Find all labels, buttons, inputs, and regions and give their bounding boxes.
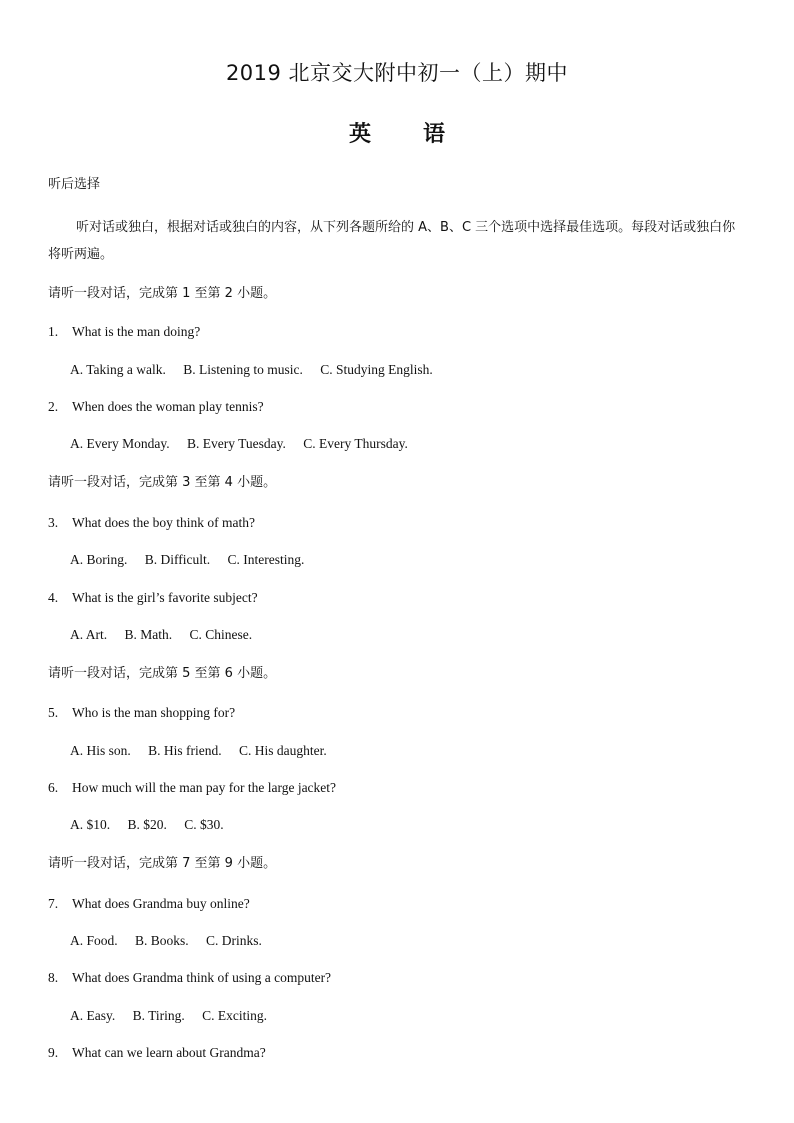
answer-options <box>70 436 408 452</box>
question-text: Who is the man shopping for? <box>72 705 236 720</box>
option-b: B. Difficult. <box>144 552 211 567</box>
group-prompt: 请听一段对话，完成第 7 至第 9 小题。 <box>48 856 277 871</box>
option-b: B. His friend. <box>148 743 222 758</box>
option-b: B. Listening to music. <box>183 362 303 377</box>
option-a: A. Taking a walk. <box>70 362 166 377</box>
question-text: What does Grandma buy online? <box>72 896 250 911</box>
question-text: What can we learn about Grandma? <box>72 1045 266 1060</box>
question-number: 3. <box>48 515 59 530</box>
answer-options <box>70 362 433 378</box>
group-prompt: 请听一段对话，完成第 5 至第 6 小题。 <box>48 666 277 681</box>
question-stem <box>48 896 250 912</box>
question-number: 6. <box>48 780 59 795</box>
option-a: A. Every Monday. <box>70 436 170 451</box>
option-b: B. Tiring. <box>132 1008 185 1023</box>
option-b: B. Books. <box>135 933 189 948</box>
question-text: What is the girl’s favorite subject? <box>72 590 258 605</box>
question-stem <box>48 780 336 796</box>
question-number: 4. <box>48 590 59 605</box>
answer-options <box>70 817 224 833</box>
answer-options <box>70 743 327 759</box>
answer-options <box>70 933 262 949</box>
group-prompt: 请听一段对话，完成第 1 至第 2 小题。 <box>48 286 277 301</box>
exam-title: 2019 北京交大附中初一（上）期中 <box>225 61 569 85</box>
question-number: 7. <box>48 896 59 911</box>
option-b: B. $20. <box>127 817 167 832</box>
option-c: C. $30. <box>184 817 224 832</box>
subject-title <box>0 117 794 148</box>
section-heading: 听后选择 <box>48 177 101 192</box>
question-stem <box>48 399 264 415</box>
option-c: C. Drinks. <box>206 933 262 948</box>
question-stem <box>48 1045 266 1061</box>
group-prompt: 请听一段对话，完成第 3 至第 4 小题。 <box>48 475 277 490</box>
question-number: 8. <box>48 970 59 985</box>
option-a: A. Food. <box>70 933 118 948</box>
question-number: 1. <box>48 324 59 339</box>
option-a: A. Art. <box>70 627 108 642</box>
option-b: B. Math. <box>124 627 173 642</box>
answer-options <box>70 1008 267 1024</box>
subject-char-1: 英 <box>348 122 371 147</box>
question-stem <box>48 324 200 340</box>
question-text: What does Grandma think of using a computer? <box>72 970 332 985</box>
option-c: C. His daughter. <box>239 743 327 758</box>
question-number: 2. <box>48 399 59 414</box>
option-a: A. $10. <box>70 817 111 832</box>
subject-char-2: 语 <box>423 122 446 147</box>
question-text: What is the man doing? <box>72 324 201 339</box>
option-c: C. Studying English. <box>320 362 433 377</box>
question-stem <box>48 590 258 606</box>
option-a: A. His son. <box>70 743 131 758</box>
option-c: C. Chinese. <box>189 627 253 642</box>
question-text: How much will the man pay for the large jacket? <box>72 780 337 795</box>
question-number: 5. <box>48 705 59 720</box>
answer-options <box>70 552 304 568</box>
option-a: A. Boring. <box>70 552 128 567</box>
option-a: A. Easy. <box>70 1008 116 1023</box>
question-stem <box>48 515 255 531</box>
answer-options <box>70 627 252 643</box>
question-stem <box>48 970 331 986</box>
question-number: 9. <box>48 1045 59 1060</box>
question-stem <box>48 705 235 721</box>
option-c: C. Every Thursday. <box>303 436 408 451</box>
question-text: What does the boy think of math? <box>72 515 255 530</box>
section-instructions: 听对话或独白，根据对话或独白的内容，从下列各题所给的 A、B、C 三个选项中选择最佳选项。每段对话或独白你将听两遍。 <box>48 220 736 262</box>
question-text: When does the woman play tennis? <box>72 399 264 414</box>
option-c: C. Exciting. <box>202 1008 268 1023</box>
option-c: C. Interesting. <box>227 552 305 567</box>
option-b: B. Every Tuesday. <box>186 436 286 451</box>
